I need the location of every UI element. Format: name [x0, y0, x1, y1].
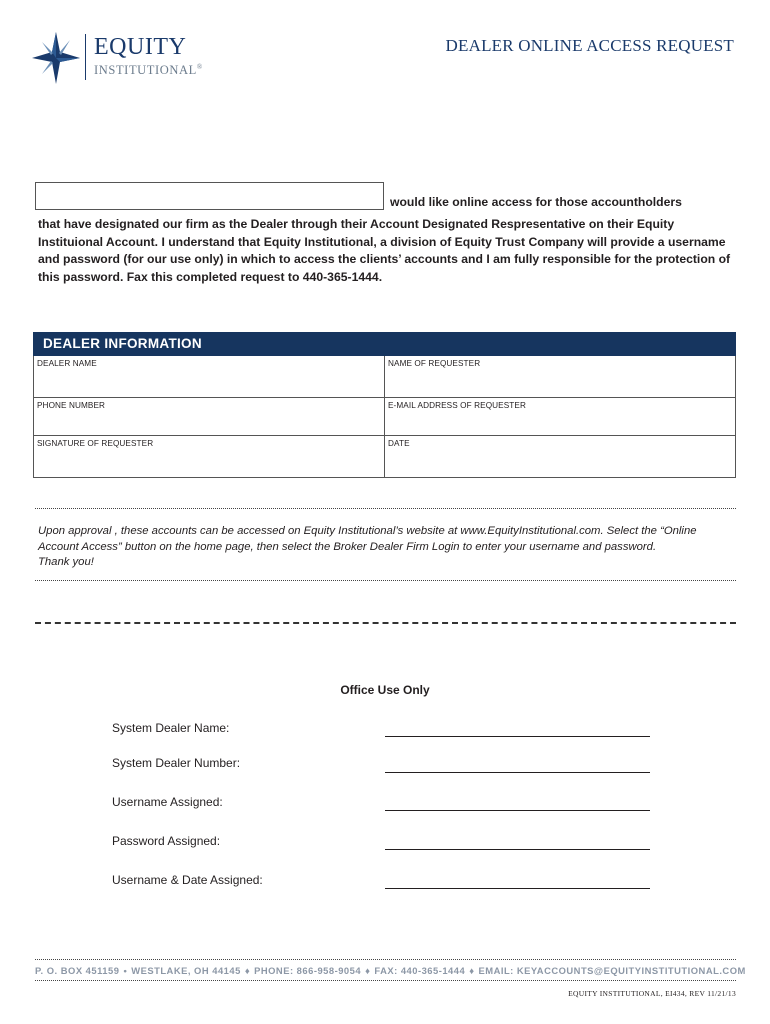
footer-po-box: P. O. BOX 451159	[35, 965, 120, 976]
footer-phone: PHONE: 866-958-9054	[254, 965, 362, 976]
dotted-divider	[35, 980, 736, 981]
thank-you-text: Thank you!	[38, 556, 94, 568]
password-assigned-line[interactable]	[385, 849, 650, 850]
email-label: E-MAIL ADDRESS OF REQUESTER	[388, 401, 526, 410]
dealer-name-label: DEALER NAME	[37, 359, 97, 368]
name-of-requester-field[interactable]	[385, 356, 735, 397]
dealer-info-table	[33, 356, 736, 478]
password-assigned-label: Password Assigned:	[112, 834, 221, 848]
system-dealer-number-label: System Dealer Number:	[112, 756, 241, 770]
equity-star-logo-icon	[30, 30, 82, 86]
dotted-divider	[35, 580, 736, 581]
footer-contact	[35, 965, 746, 976]
firm-name-field[interactable]	[35, 182, 384, 210]
dotted-divider	[35, 959, 736, 960]
footer-fax: FAX: 440-365-1444	[374, 965, 466, 976]
intro-text-tail: would like online access for those accountholders	[390, 195, 682, 209]
username-assigned-line[interactable]	[385, 810, 650, 811]
footer-city: WESTLAKE, OH 44145	[131, 965, 241, 976]
footer-email: EMAIL: KEYACCOUNTS@EQUITYINSTITUTIONAL.COM	[478, 965, 746, 976]
username-assigned-label: Username Assigned:	[112, 795, 223, 809]
username-date-assigned-line[interactable]	[385, 888, 650, 889]
date-field[interactable]	[385, 436, 735, 477]
signature-label: SIGNATURE OF REQUESTER	[37, 439, 154, 448]
approval-note	[38, 524, 738, 571]
intro-text-body: that have designated our firm as the Dealer through their Account Designated Respresentative on their Equity Instituional Account. I understand that Equity Institutional, a division of Equity Trust Company will provide a username and password (for our use only) in which to access the clients’ accounts and I am fully responsible for the protection of this password. Fax this completed request to 440-365-1444.	[38, 217, 731, 284]
dotted-divider	[35, 508, 736, 509]
username-date-assigned-label: Username & Date Assigned:	[112, 873, 263, 887]
phone-number-label: PHONE NUMBER	[37, 401, 106, 410]
diamond-icon: ♦	[365, 965, 371, 976]
diamond-icon: ♦	[244, 965, 251, 976]
cut-line	[35, 622, 736, 624]
logo-subtitle: INSTITUTIONAL®	[94, 63, 203, 77]
dealer-name-field[interactable]	[34, 356, 384, 397]
logo-name: EQUITY	[94, 34, 187, 60]
bullet-icon: •	[123, 965, 128, 976]
phone-number-field[interactable]	[34, 398, 384, 435]
date-label: DATE	[388, 439, 410, 448]
office-use-title: Office Use Only	[340, 683, 430, 697]
signature-field[interactable]	[34, 436, 384, 477]
logo-divider	[85, 34, 86, 80]
system-dealer-name-line[interactable]	[385, 736, 650, 737]
system-dealer-number-line[interactable]	[385, 772, 650, 773]
page-title: DEALER ONLINE ACCESS REQUEST	[445, 36, 734, 55]
section-title: DEALER INFORMATION	[43, 336, 202, 351]
form-revision: EQUITY INSTITUTIONAL, EI434, REV 11/21/13	[568, 989, 736, 998]
email-field[interactable]	[385, 398, 735, 435]
diamond-icon: ♦	[469, 965, 475, 976]
approval-note-text: Upon approval , these accounts can be accessed on Equity Institutional’s website at www.EquityInstitutional.com. Select the “Online Account Access” button on the home page, then select the Broker Dealer Firm Login to enter your username and password.	[38, 525, 697, 553]
system-dealer-name-label: System Dealer Name:	[112, 721, 230, 735]
name-of-requester-label: NAME OF REQUESTER	[388, 359, 481, 368]
